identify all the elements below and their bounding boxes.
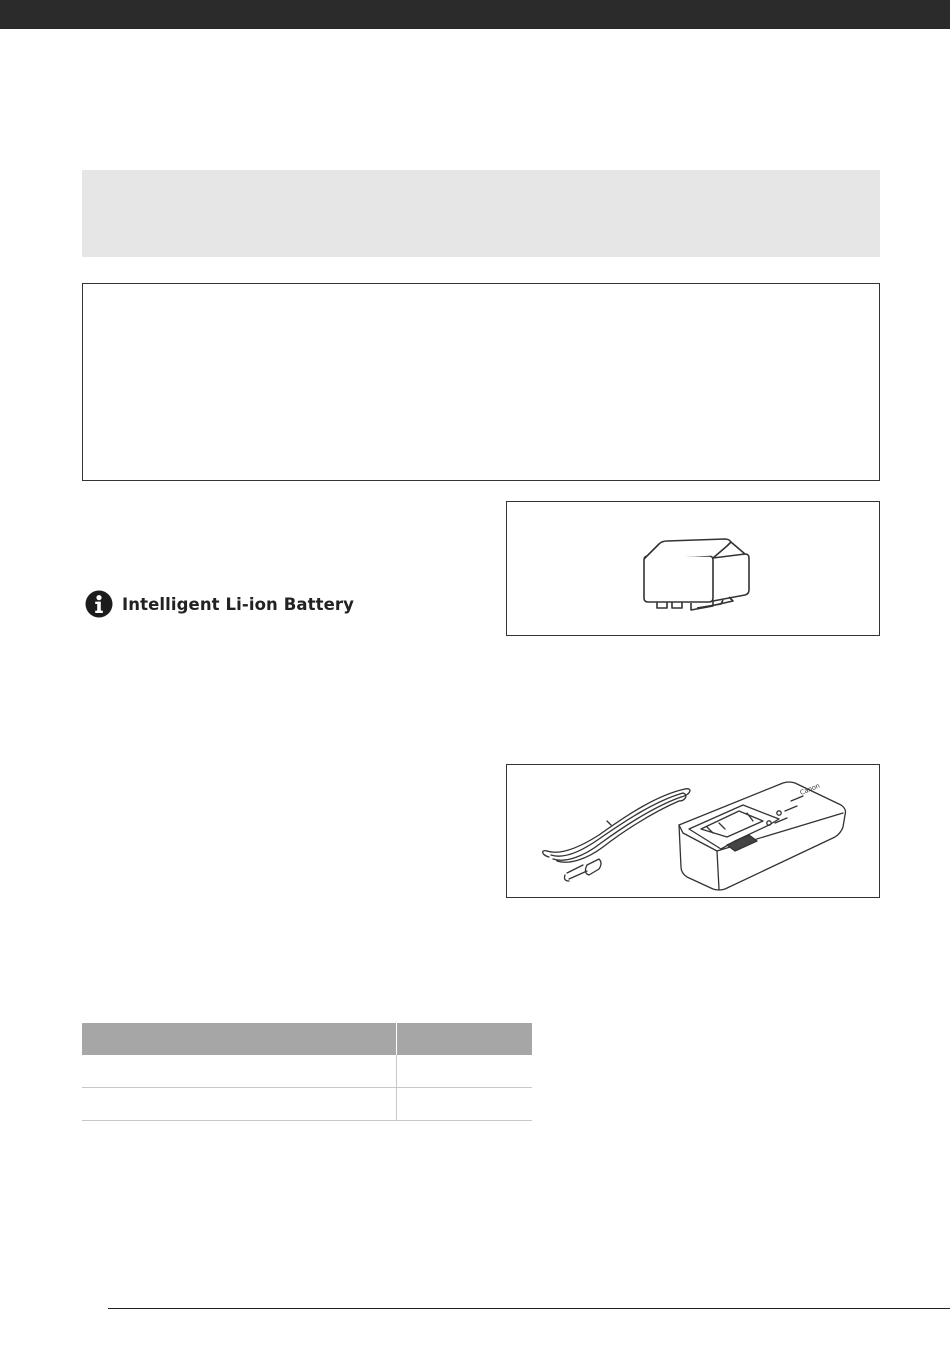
battery-pack-icon bbox=[507, 502, 879, 635]
spec-table bbox=[82, 1023, 532, 1121]
table-row bbox=[82, 1088, 532, 1121]
top-header-bar bbox=[0, 0, 950, 29]
charger-brand-text: Canon bbox=[798, 781, 821, 797]
section-heading-band bbox=[82, 170, 880, 257]
info-circle-icon bbox=[85, 590, 113, 618]
battery-charger-with-cord-icon bbox=[507, 765, 879, 897]
info-note bbox=[85, 589, 354, 619]
notice-box bbox=[82, 283, 880, 481]
table-cell bbox=[397, 1055, 533, 1088]
table-header-cell bbox=[82, 1023, 397, 1055]
table-cell bbox=[397, 1088, 533, 1121]
table-cell bbox=[82, 1055, 397, 1088]
charger-figure bbox=[506, 764, 880, 898]
table-header-row bbox=[82, 1023, 532, 1055]
battery-figure bbox=[506, 501, 880, 636]
table-row bbox=[82, 1055, 532, 1088]
footer-rule bbox=[108, 1308, 950, 1309]
info-label: Intelligent Li-ion Battery bbox=[122, 594, 354, 614]
table-header-cell bbox=[397, 1023, 533, 1055]
table-cell bbox=[82, 1088, 397, 1121]
